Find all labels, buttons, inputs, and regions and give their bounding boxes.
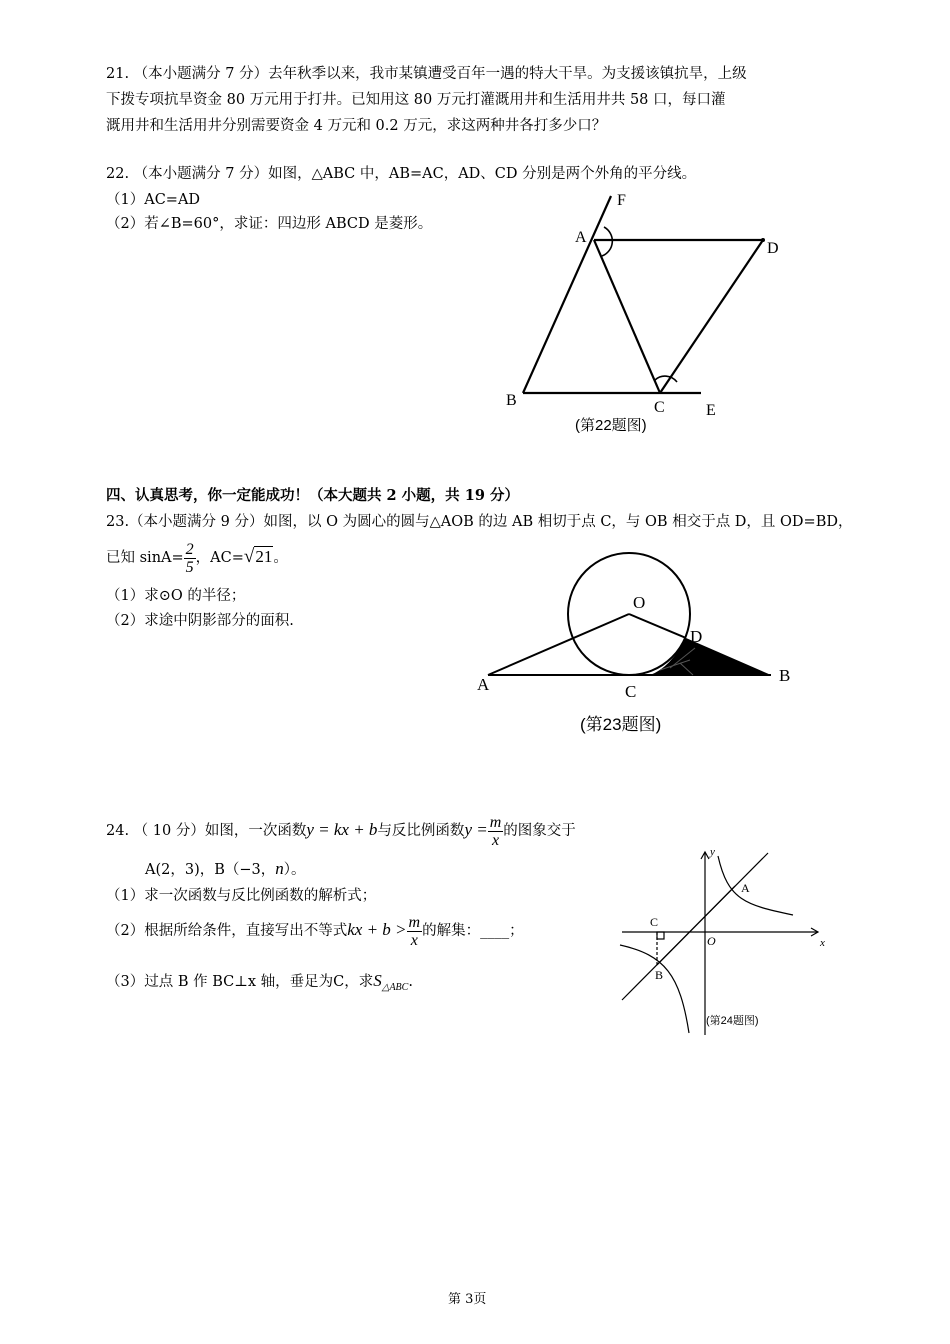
q23-sqrt-value: 21 [255,547,273,566]
q23-part2: （2）求途中阴影部分的面积. [106,613,294,629]
q22-caption: (第22题图) [575,417,647,434]
q24-label-O: O [707,934,716,948]
q23-part1: （1）求⊙O 的半径； [106,588,246,604]
q24-part3: （3）过点 B 作 BC⊥x 轴，垂足为C，求$S_{\triangle ABC}$. [106,971,413,993]
q24-label-B: B [655,968,664,982]
q24-part2: （2）根据所给条件，直接写出不等式kx + b > $\frac{m}{x}$ 的解集：____； [106,913,524,949]
q22-line1: 22. （本小题满分 7 分）如图，△ABC 中，AB=AC，AD、CD 分别是两个外角的平分线。 [106,166,697,182]
q24-intro: 24. （ 10 分）如图，一次函数y = kx + b与反比例函数y = $\frac{m}{x}$ 的图象交于 [106,813,576,849]
section4-heading: 四、认真思考，你一定能成功！（本大题共 2 小题，共 19 分） [106,487,519,504]
q24-frac-mx-2: $\frac{m}{x}$ [408,913,421,949]
q24-points: A(2，3)，B（−3，n）。 [145,859,306,878]
q24-label-C: C [650,915,659,929]
q22-label-E: E [706,402,716,419]
q23-label-O: O [633,593,646,612]
q21-line1: 21. （本小题满分 7 分）去年秋季以来，我市某镇遭受百年一遇的特大干旱。为支援该镇抗旱，上级 [106,66,747,82]
q24-part1: （1）求一次函数与反比例函数的解析式； [106,888,377,904]
q23-fraction: $\frac{2}{5}$ [185,540,194,576]
q23-label-B: B [779,666,791,685]
q23-label-C: C [625,682,637,701]
q24-label-y: y [710,846,715,858]
q21-line3: 溉用井和生活用井分别需要资金 4 万元和 0.2 万元，求这两种井各打多少口？ [106,118,607,134]
q23-label-D: D [690,627,703,646]
q24-label-x: x [820,937,825,949]
q22-label-A: A [575,229,587,246]
q22-part2: （2）若∠B=60°，求证：四边形 ABCD 是菱形。 [106,216,433,232]
q24-label-A: A [741,881,750,895]
q23-caption: (第23题图) [580,715,662,734]
page-footer: 第 3页 [448,1292,487,1307]
q22-label-F: F [617,192,626,209]
q24-frac-mx: $\frac{m}{x}$ [489,813,502,849]
hyperbola-branch-2 [620,945,689,1033]
q22-part1: （1）AC=AD [106,192,201,208]
q23-label-A: A [477,675,490,694]
q23-known: 已知 sinA= $\frac{2}{5}$ ，AC=√21。 [106,540,288,576]
q24-caption: (第24题图) [706,1015,759,1027]
q21-line2: 下拨专项抗旱资金 80 万元用于打井。已知用这 80 万元打灌溉用井和生活用井共 58 口，每口灌 [106,92,726,108]
q22-label-D: D [767,240,779,257]
q22-label-B: B [506,392,517,409]
q23-line1: 23.（本小题满分 9 分）如图，以 O 为圆心的圆与△AOB 的边 AB 相切于点 C，与 OB 相交于点 D，且 OD=BD， [106,514,853,530]
q22-label-C: C [654,399,665,416]
